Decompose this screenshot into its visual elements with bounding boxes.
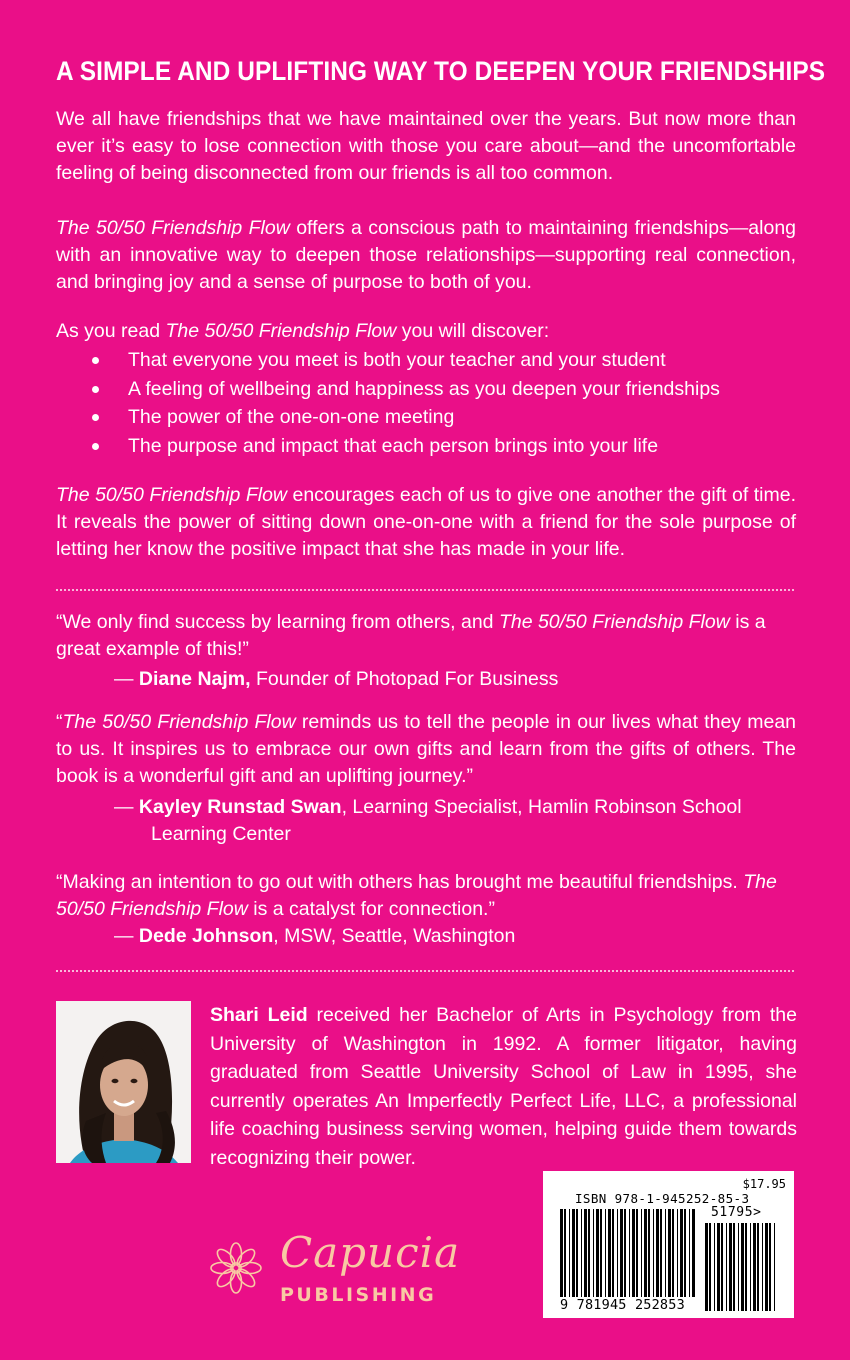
barcode-bar [572,1209,575,1297]
publisher-subtitle: PUBLISHING [280,1284,437,1306]
testimonial-attribution [114,923,794,950]
quote-text: “Making an intention to go out with others has brought me beautiful friendships. [56,871,744,893]
barcode-bar [608,1209,611,1297]
book-title: The 50/50 Friendship Flow [498,611,730,633]
barcode-bar [684,1209,686,1297]
barcode-bar [593,1209,594,1297]
barcode-bar [564,1209,566,1297]
barcode-bar [765,1223,768,1311]
barcode-bar [717,1223,720,1311]
author-name: Shari Leid [210,1004,308,1026]
barcode-bar [584,1209,587,1297]
barcode-bar [774,1223,775,1311]
barcode-bar [612,1209,614,1297]
attribution-name: Kayley Runstad Swan [138,796,342,818]
testimonial-attribution [114,666,794,693]
dotted-divider [56,589,794,591]
barcode-bar [620,1209,623,1297]
attribution-dash: — [114,925,139,947]
barcode-bar [624,1209,626,1297]
barcode-bar [733,1223,735,1311]
barcode-bar [636,1209,638,1297]
barcode-digits: 9 781945 252853 [560,1297,685,1313]
barcode-bar [668,1209,671,1297]
barcode-bar [656,1209,659,1297]
barcode-bar [641,1209,642,1297]
attribution-role: Founder of Photopad For Business [250,668,559,690]
closing-text: encourages each of us to give one another the gift of time. It reveals the power of sitting down one-on-one with a friend for the sole purpose of letting her know the positive impact that she has made in your life. [56,484,796,560]
barcode-bar [600,1209,602,1297]
barcode-bar [629,1209,630,1297]
discover-tail: you will discover: [396,320,550,342]
barcode-bar [757,1223,759,1311]
barcode-bar [762,1223,763,1311]
quote-text: is a catalyst for connection.” [247,898,495,920]
book-title: The 50/50 Friendship Flow [62,711,296,733]
author-bio-text: received her Bachelor of Arts in Psychology from the University of Washington in 1992. A former litigator, having graduated from Seattle University School of Law in 1995, she currently operates An Imperfectly Perfect Life, LLC, a professional life coaching business serving women, helping guide them towards recognizing their power. [210,1004,797,1169]
barcode-bar [677,1209,678,1297]
barcode-bar [729,1223,732,1311]
barcode-addon: 51795> [711,1205,762,1220]
flower-icon [208,1240,264,1296]
barcode-bar [680,1209,683,1297]
barcode-bar [745,1223,747,1311]
barcode-bar [672,1209,674,1297]
author-bio [210,1001,797,1173]
author-portrait-image [56,1001,191,1163]
discover-lead: As you read [56,320,166,342]
dotted-divider [56,970,794,972]
testimonial-quote [56,609,796,663]
barcode-bar [581,1209,582,1297]
barcode-bar [648,1209,650,1297]
barcode-bar [769,1223,771,1311]
book-title: The 50/50 Friendship Flow [165,320,397,342]
barcode-bar [709,1223,711,1311]
barcode-bar [721,1223,723,1311]
list-item: The power of the one-on-one meeting [56,403,796,432]
barcode-bar [653,1209,654,1297]
description-paragraph [56,215,796,296]
barcode-bar [632,1209,635,1297]
quote-text: “ [56,711,63,733]
barcode-isbn: ISBN 978-1-945252-85-3 [575,1191,750,1206]
closing-paragraph [56,482,796,563]
attribution-role: , Learning Specialist, Hamlin Robinson School [341,796,742,818]
barcode-bar [569,1209,570,1297]
barcode-price: $17.95 [742,1177,786,1191]
barcode-bar [750,1223,751,1311]
barcode-bar [576,1209,578,1297]
author-photo [56,1001,191,1163]
quote-text: reminds us to tell the people in our lives what they mean to us. It inspires us to embrace our own gifts and learn from the gifts of others. The book is a wonderful gift and an uplifting journey.” [56,711,797,787]
barcode-bar [689,1209,690,1297]
barcode-bar [596,1209,599,1297]
list-item: That everyone you meet is both your teacher and your student [56,346,796,375]
attribution-name: Diane Najm, [138,668,251,690]
quote-text: “We only find success by learning from others, and [56,611,499,633]
barcode-bar [605,1209,606,1297]
testimonial-quote [56,709,796,790]
barcode-bar [617,1209,618,1297]
discover-intro [56,318,796,345]
book-title: The 50/50 Friendship Flow [56,217,290,239]
isbn-barcode [543,1171,794,1318]
barcode-bar [705,1223,708,1311]
barcode-bar [665,1209,666,1297]
barcode-bar [741,1223,744,1311]
book-title: The 50/50 Friendship Flow [56,484,288,506]
attribution-role: , MSW, Seattle, Washington [273,925,516,947]
barcode-bar [692,1209,695,1297]
attribution-name: Dede Johnson [138,925,274,947]
list-item: A feeling of wellbeing and happiness as you deepen your friendships [56,375,796,404]
attribution-dash: — [114,796,139,818]
barcode-bar [738,1223,739,1311]
testimonial-attribution [114,794,794,848]
barcode-bar [753,1223,756,1311]
barcode-bar [560,1209,563,1297]
list-item: The purpose and impact that each person brings into your life [56,432,796,461]
barcode-bar [644,1209,647,1297]
publisher-name: Capucia [280,1228,461,1277]
description-text: offers a conscious path to maintaining friendships—along with an innovative way to deepen those relationships—supporting real connection, and bringing joy and a sense of purpose to both of you. [56,217,797,293]
attribution-role-continued: Learning Center [151,823,291,845]
intro-paragraph: We all have friendships that we have maintained over the years. But now more than ever it’s easy to lose connection with those you care about—and the uncomfortable feeling of being disconnected from our friends is all too common. [56,108,796,184]
publisher-logo [208,1228,461,1318]
testimonial-quote [56,869,796,923]
discover-list [56,346,796,460]
book-title: The 50/50 Friendship Flow [56,871,777,920]
barcode-bar [714,1223,715,1311]
barcode-bar [588,1209,590,1297]
barcode-bar [726,1223,727,1311]
barcode-bar [660,1209,662,1297]
quote-text: is a great example of this!” [56,611,766,660]
headline: A SIMPLE AND UPLIFTING WAY TO DEEPEN YOUR FRIENDSHIPS [56,56,826,86]
attribution-dash: — [114,668,139,690]
